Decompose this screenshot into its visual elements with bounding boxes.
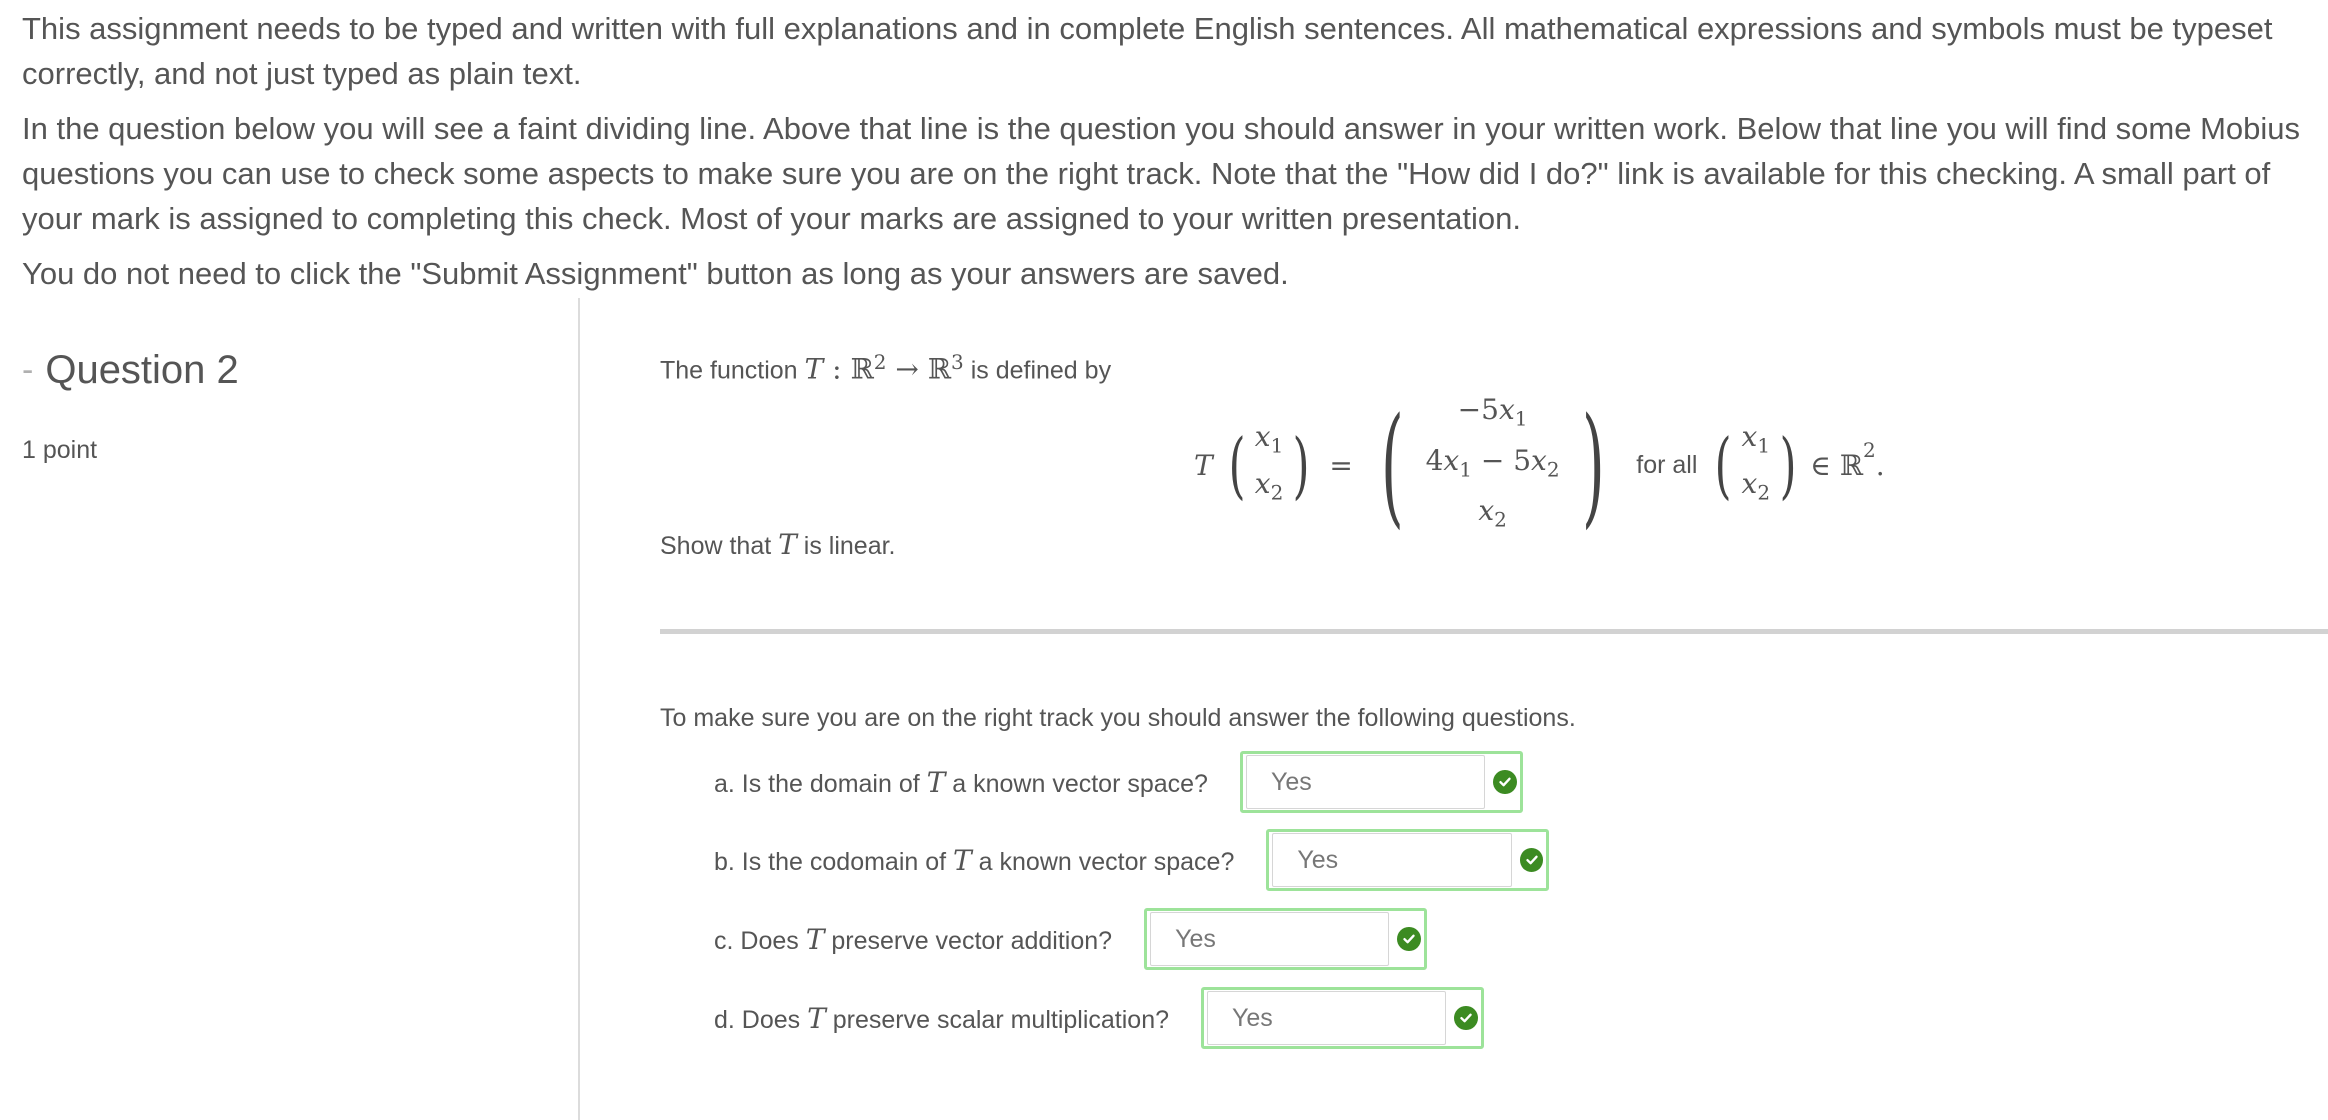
- question-points: 1 point: [22, 436, 98, 464]
- show-linear-statement: Show that T is linear.: [660, 528, 896, 561]
- question-header[interactable]: [22, 348, 239, 393]
- function-formula: T ( $x_1$ $x_2$ ) = ( $-5x_1$ $4x_1 - 5x_2$ $x_2$ ) for all ( $x_1$ $x_2$ ) ∈ ℝ 2 .: [1194, 389, 1885, 541]
- subquestion-d: d. Does T preserve scalar multiplication? Yes: [714, 987, 1484, 1049]
- answer-value-b[interactable]: Yes: [1272, 833, 1511, 887]
- output-vector: $-5x_1$ $4x_1 - 5x_2$ $x_2$: [1425, 393, 1560, 532]
- function-definition-line: The function T : ℝ$^2$ → ℝ$^3$ is defined by: [660, 350, 1112, 386]
- answer-field-a[interactable]: [1240, 751, 1523, 813]
- answer-field-c[interactable]: [1144, 908, 1427, 970]
- check-intro: To make sure you are on the right track you should answer the following questions.: [660, 704, 1576, 732]
- collapse-icon[interactable]: -: [22, 351, 34, 389]
- check-icon: [1397, 927, 1421, 951]
- subquestion-c: c. Does T preserve vector addition? Yes: [714, 908, 1427, 970]
- dividing-line: [660, 629, 2328, 634]
- column-divider: [578, 298, 580, 1120]
- check-icon: [1493, 770, 1517, 794]
- input-vector: $x_1$ $x_2$: [1254, 420, 1284, 505]
- instruction-paragraph-2: In the question below you will see a faint dividing line. Above that line is the question you should answer in your written work. Below that line you will find some Mobius questions you can use to check some aspects to make sure you are on the right track. Note that the "How did I do?" link is available for this checking. A small part of your mark is assigned to completing this check. Most of your marks are assigned to your written presentation.: [22, 111, 2301, 236]
- check-icon: [1454, 1006, 1478, 1030]
- answer-field-b[interactable]: [1266, 829, 1549, 891]
- subquestion-a: a. Is the domain of T a known vector space? Yes: [714, 751, 1523, 813]
- assignment-instructions: [22, 6, 2312, 306]
- answer-value-a[interactable]: Yes: [1246, 755, 1485, 809]
- instruction-paragraph-3: You do not need to click the "Submit Assignment" button as long as your answers are saved.: [22, 256, 1289, 291]
- check-icon: [1520, 848, 1544, 872]
- answer-field-d[interactable]: [1201, 987, 1484, 1049]
- answer-value-d[interactable]: Yes: [1207, 991, 1446, 1045]
- subquestion-b: b. Is the codomain of T a known vector space? Yes: [714, 829, 1549, 891]
- question-title: Question 2: [45, 348, 239, 392]
- instruction-paragraph-1: This assignment needs to be typed and written with full explanations and in complete English sentences. All mathematical expressions and symbols must be typeset correctly, and not just typed as plain text.: [22, 11, 2273, 91]
- answer-value-c[interactable]: Yes: [1150, 912, 1389, 966]
